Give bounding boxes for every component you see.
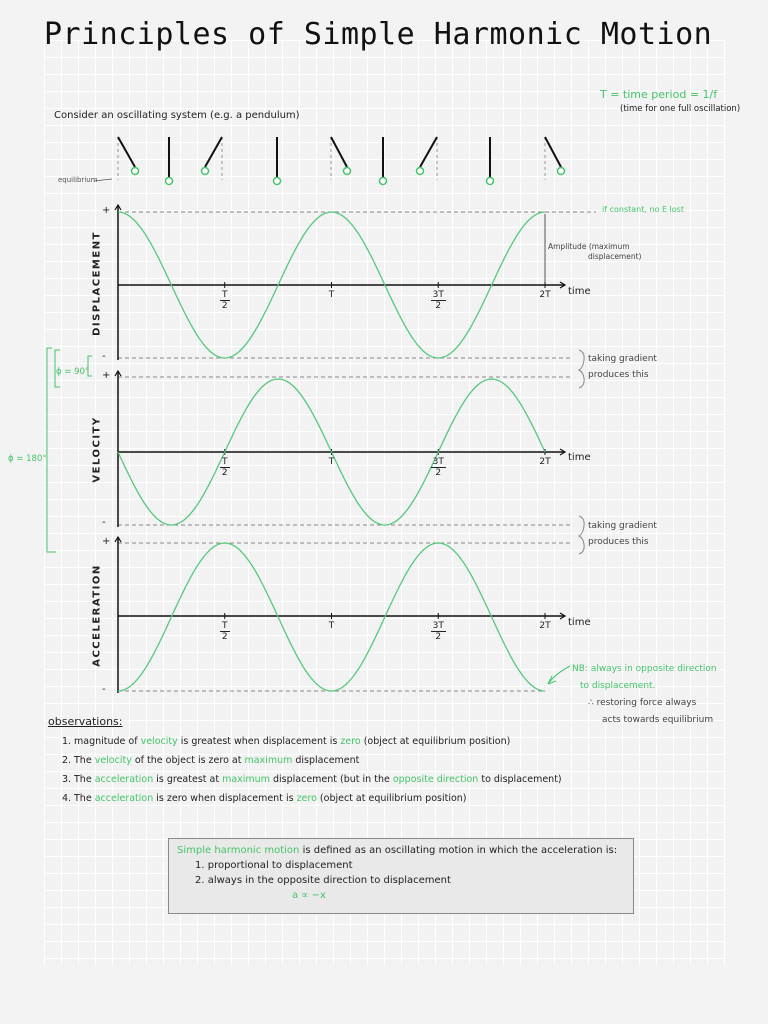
pendulum-string [205,137,222,167]
definition-formula: a ∝ −x [292,890,326,901]
acc-plus: + [102,536,111,547]
page-title: Principles of Simple Harmonic Motion [44,17,713,52]
tick-label: 2T [539,457,551,467]
vel-minus: - [102,517,106,528]
pendulum-bob [132,168,139,175]
pendulum-bob [487,178,494,185]
period-note: T = time period = 1/f [600,88,718,101]
definition-text: Simple harmonic motion is defined as an oscillating motion in which the acceleration is: [177,845,618,856]
intro-text: Consider an oscillating system (e.g. a pendulum) [54,110,300,121]
tick-label: 3T 2 [432,457,444,478]
tick-label: T 2 [221,621,228,642]
pendulum-bob [344,168,351,175]
pendulum-bob [417,168,424,175]
ylabel-displacement: DISPLACEMENT [91,231,103,336]
pendulum-bob [166,178,173,185]
time-label-vel: time [568,452,591,463]
phase-180-label: ϕ = 180° [8,454,47,464]
observation-4: 4. The acceleration is zero when displacement is zero (object at equilibrium position) [62,793,467,804]
definition-box [168,838,634,914]
amplitude-label-2: displacement) [588,252,642,261]
observations-heading: observations: [48,715,123,728]
equilibrium-label: equilibrium [58,176,98,184]
gradient-brace-2 [579,516,584,554]
tick-label: T 2 [221,290,228,311]
axes [115,205,565,693]
pendulum-bob [558,168,565,175]
pendulum-string [420,137,437,167]
period-note-sub: (time for one full oscillation) [620,104,741,114]
acc-minus: - [102,684,106,695]
pendulum-bob [202,168,209,175]
pendulum-bob [274,178,281,185]
pendulum-string [545,137,561,167]
definition-point-2: 2. always in the opposite direction to displacement [195,875,451,886]
tick-label: T [328,457,335,467]
tick-label: T 2 [221,457,228,478]
tick-label: 3T 2 [432,621,444,642]
amplitude-constant-note: if constant, no E lost [602,205,684,214]
tick-label: 3T 2 [432,290,444,311]
ylabel-velocity: VELOCITY [91,416,103,483]
observations [48,715,648,812]
tick-label: T [328,621,335,631]
phase-90-label: ϕ = 90° [56,367,90,377]
gradient-brace-1 [579,350,584,388]
gradient-note-1: taking gradient produces this [588,354,657,380]
time-label-disp: time [568,286,591,297]
tick-label: T [328,290,335,300]
definition-point-1: 1. proportional to displacement [195,860,353,871]
pendulum-bob [380,178,387,185]
gradient-note-2: taking gradient produces this [588,521,657,547]
observation-2: 2. The velocity of the object is zero at maximum displacement [62,755,360,766]
amplitude-label: Amplitude (maximum [548,242,630,251]
disp-plus: + [102,205,111,216]
pendulum-string [331,137,347,167]
disp-minus: - [102,351,106,362]
pendulum-string [118,137,135,167]
pendulum-row [118,137,565,185]
vel-plus: + [102,370,111,381]
observation-1: 1. magnitude of velocity is greatest when displacement is zero (object at equilibrium position) [62,736,511,747]
tick-label: 2T [539,290,551,300]
tick-label: 2T [539,621,551,631]
nb-note: NB: always in opposite direction to displacement. ∴ restoring force always acts towards equilibrium [572,664,717,725]
ylabel-acceleration: ACCELERATION [91,564,103,667]
nb-arrow [548,666,570,684]
observation-3: 3. The acceleration is greatest at maximum displacement (but in the opposite direction to displacement) [62,774,562,785]
time-label-acc: time [568,617,591,628]
